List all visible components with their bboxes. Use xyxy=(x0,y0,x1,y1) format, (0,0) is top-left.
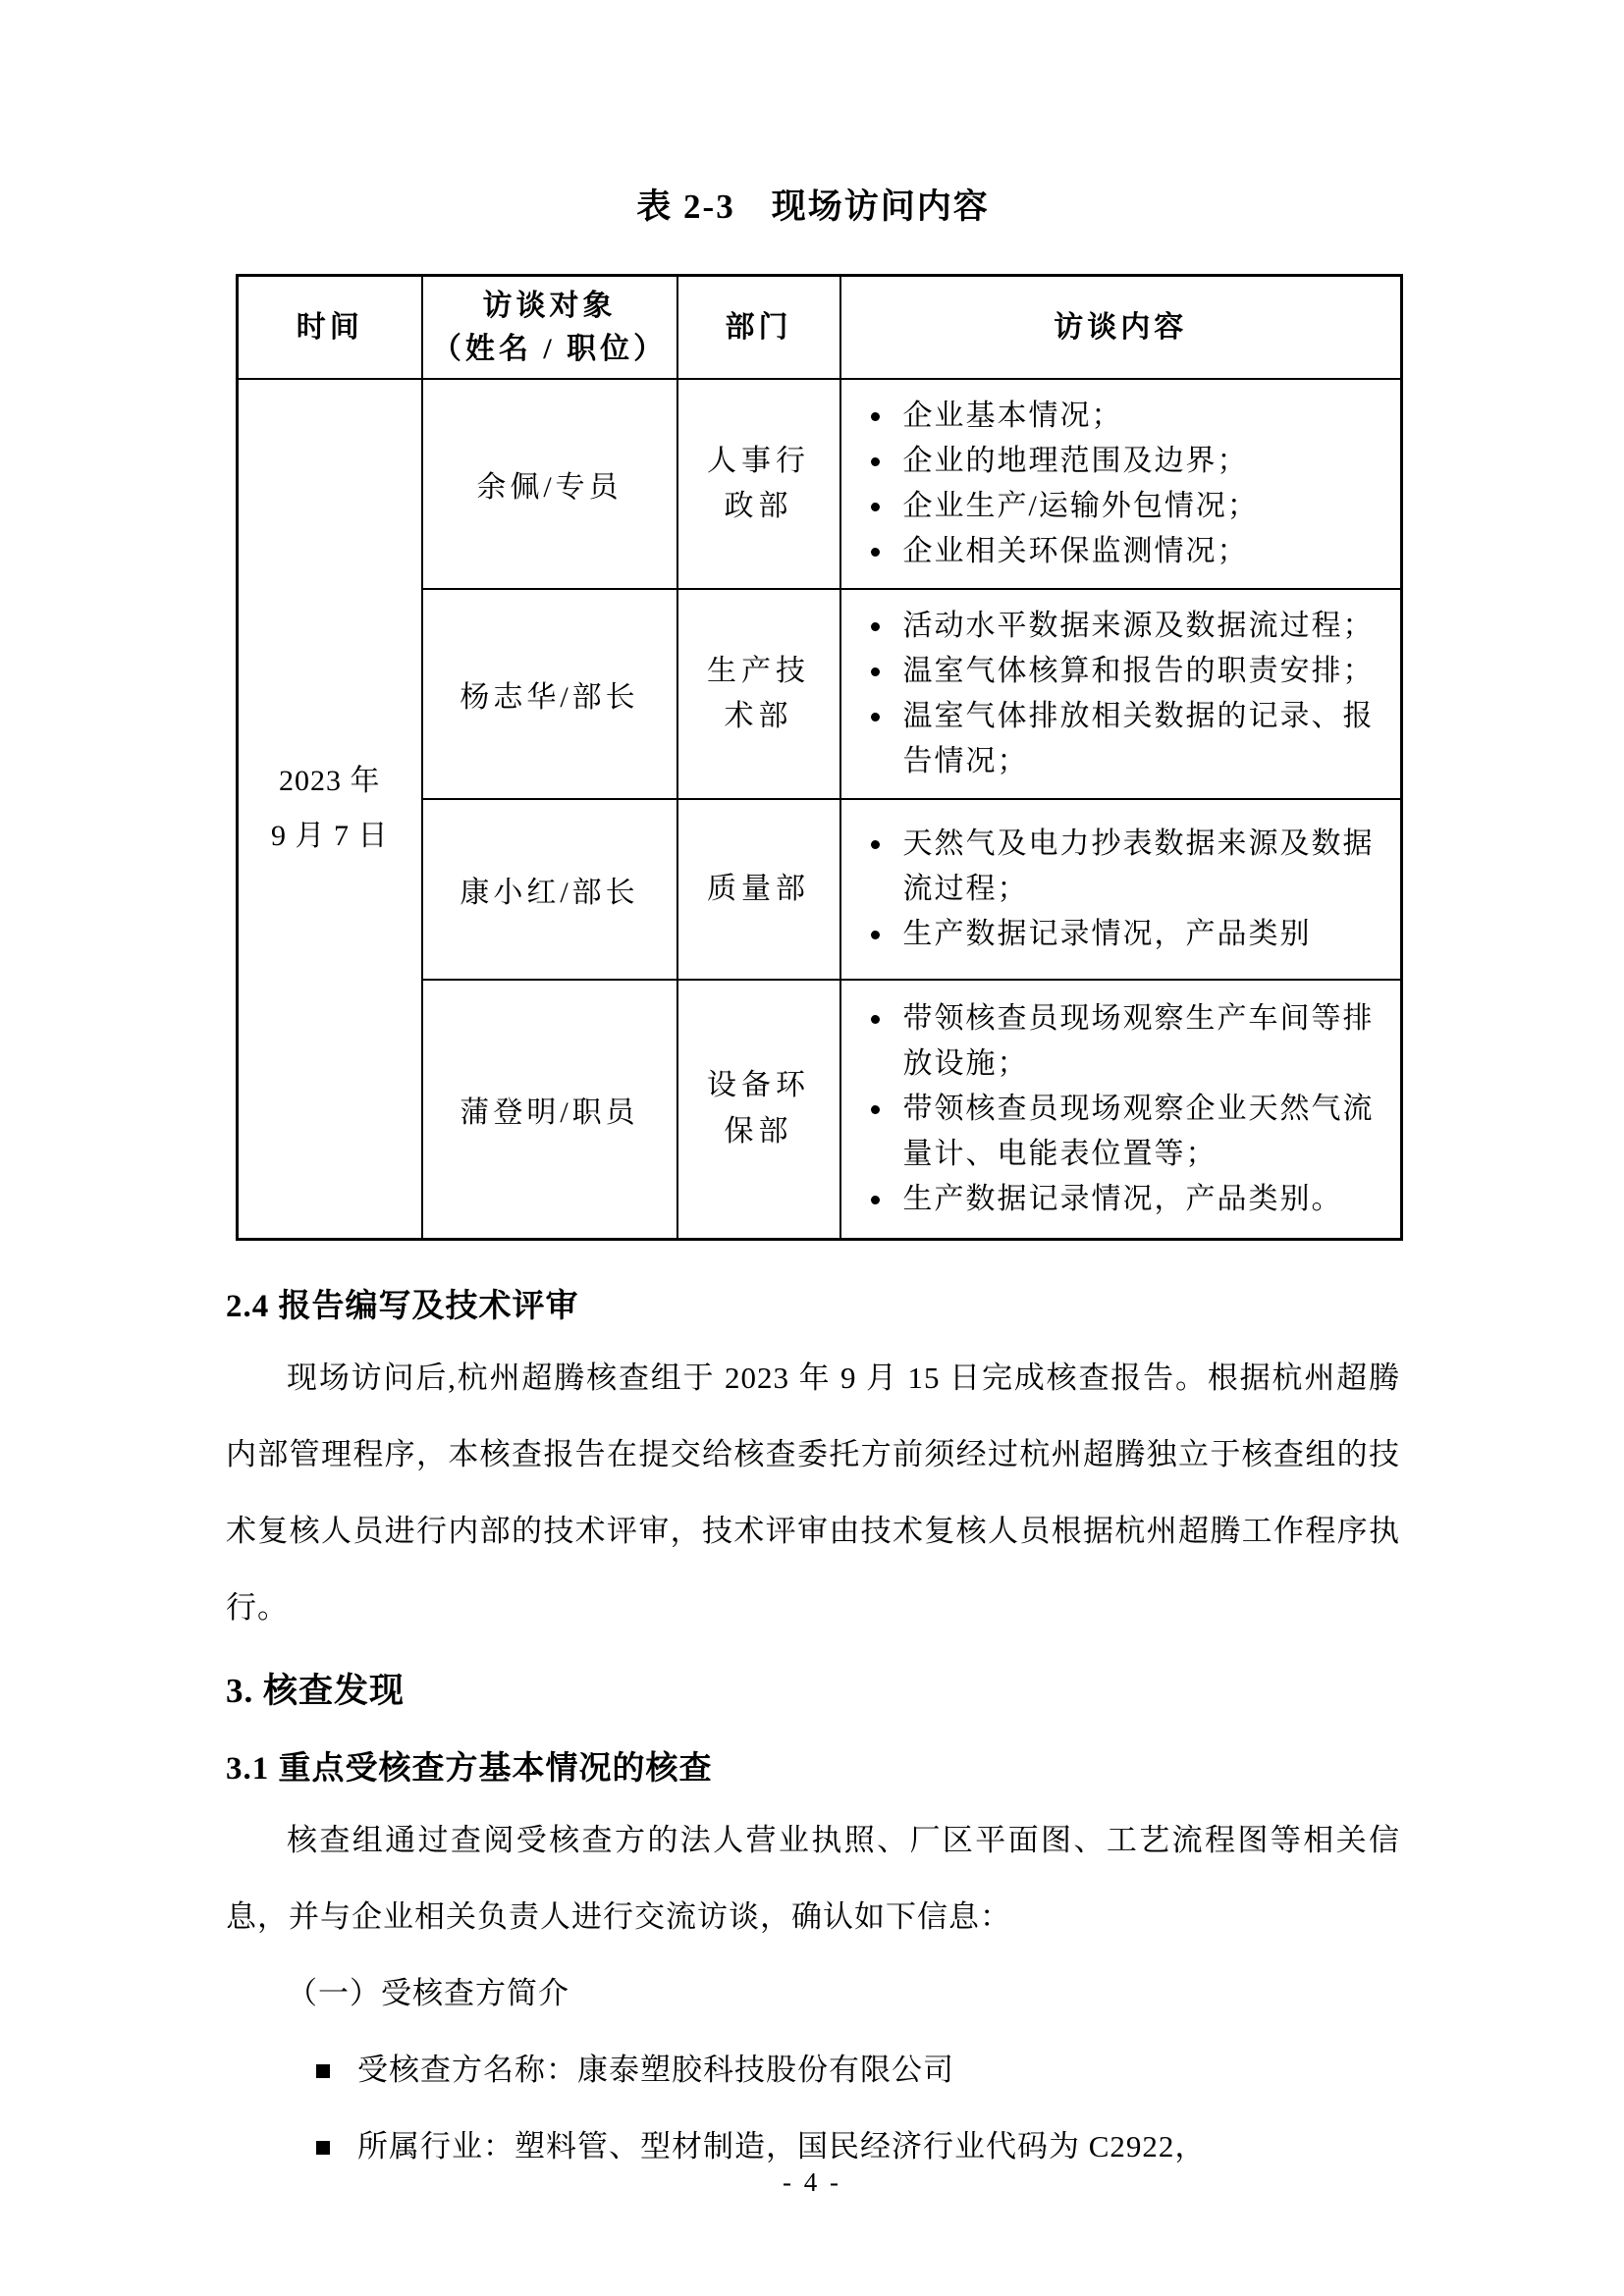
topic-text: 温室气体核算和报告的职责安排； xyxy=(902,655,1375,687)
interviewee-cell: 杨志华/部长 xyxy=(422,589,677,799)
date-line1: 2023 年 xyxy=(279,764,381,797)
topic-text: 企业基本情况； xyxy=(902,400,1123,432)
department-cell: 设备环保部 xyxy=(677,980,840,1239)
topic-item xyxy=(849,649,1389,694)
list-item-text: 受核查方名称：康泰塑胶科技股份有限公司 xyxy=(357,2052,954,2087)
department-cell: 生产技术部 xyxy=(677,589,840,799)
topic-text: 活动水平数据来源及数据流过程； xyxy=(902,610,1375,642)
date-line2: 9 月 7 日 xyxy=(271,819,389,852)
topic-text: 天然气及电力抄表数据来源及数据流过程； xyxy=(902,828,1375,905)
topic-text: 温室气体排放相关数据的记录、报告情况； xyxy=(902,700,1375,777)
interviewee-cell: 康小红/部长 xyxy=(422,799,677,980)
section-3-heading: 3. 核查发现 xyxy=(226,1671,406,1710)
topic-text: 企业生产/运输外包情况； xyxy=(902,490,1259,522)
bullet-icon xyxy=(871,548,880,557)
col-header-time: 时间 xyxy=(238,276,422,380)
bullet-icon xyxy=(871,713,880,721)
section-2-4-heading: 2.4 报告编写及技术评审 xyxy=(226,1288,579,1324)
square-bullet-icon xyxy=(316,2064,330,2078)
topic-item xyxy=(849,1087,1389,1177)
bullet-icon xyxy=(871,1105,880,1114)
bullet-icon xyxy=(871,667,880,676)
topics-cell xyxy=(840,980,1402,1239)
list-item-text: 所属行业：塑料管、型材制造，国民经济行业代码为 C2922， xyxy=(357,2128,1207,2163)
bullet-icon xyxy=(871,457,880,466)
topic-text: 企业的地理范围及边界； xyxy=(902,445,1249,477)
col-header-interviewee xyxy=(422,276,677,380)
table-caption: 表 2-3 现场访问内容 xyxy=(636,187,990,226)
list-item xyxy=(226,2032,1400,2109)
department-cell: 人事行政部 xyxy=(677,379,840,589)
topics-cell xyxy=(840,379,1402,589)
section-2-4-paragraph: 现场访问后,杭州超腾核查组于 2023 年 9 月 15 日完成核查报告。根据杭州超腾内部管理程序，本核查报告在提交给核查委托方前须经过杭州超腾独立于核查组的技术复核人员进行内部的技术评审，技术评审由技术复核人员根据杭州超腾工作程序执行。 xyxy=(226,1360,1400,1625)
topic-item xyxy=(849,529,1389,574)
topics-cell xyxy=(840,589,1402,799)
bullet-icon xyxy=(871,931,880,939)
topic-text: 带领核查员现场观察企业天然气流量计、电能表位置等； xyxy=(902,1092,1375,1170)
bullet-icon xyxy=(871,840,880,849)
topic-item xyxy=(849,1177,1389,1222)
bullet-icon xyxy=(871,503,880,511)
bullet-icon xyxy=(871,412,880,421)
subsection-intro-line: （一）受核查方简介 xyxy=(287,1975,569,2010)
visit-table xyxy=(236,274,1403,1241)
interviewee-cell: 蒲登明/职员 xyxy=(422,980,677,1239)
date-cell xyxy=(238,379,422,1239)
topic-item xyxy=(849,394,1389,439)
section-3-1-paragraph: 核查组通过查阅受核查方的法人营业执照、厂区平面图、工艺流程图等相关信息，并与企业相关负责人进行交流访谈，确认如下信息： xyxy=(226,1822,1400,1934)
topic-item xyxy=(849,822,1389,912)
bullet-icon xyxy=(871,1196,880,1204)
table-header-row xyxy=(238,276,1402,380)
topic-text: 企业相关环保监测情况； xyxy=(902,535,1249,567)
section-3-1-heading: 3.1 重点受核查方基本情况的核查 xyxy=(226,1750,713,1787)
page-number: - 4 - xyxy=(783,2167,841,2197)
topics-cell xyxy=(840,799,1402,980)
topic-text: 带领核查员现场观察生产车间等排放设施； xyxy=(902,1001,1375,1080)
bullet-icon xyxy=(871,622,880,631)
topic-text: 生产数据记录情况，产品类别。 xyxy=(902,1182,1343,1215)
interviewee-cell: 余佩/专员 xyxy=(422,379,677,589)
topic-item xyxy=(849,484,1389,529)
topic-item xyxy=(849,604,1389,649)
topic-item xyxy=(849,694,1389,784)
topic-item xyxy=(849,439,1389,484)
topic-item xyxy=(849,996,1389,1087)
square-bullet-icon xyxy=(316,2141,330,2155)
department-cell: 质量部 xyxy=(677,799,840,980)
topic-text: 生产数据记录情况，产品类别 xyxy=(902,918,1312,950)
col-header-interviewee-line2: （姓名 / 职位） xyxy=(431,332,668,365)
col-header-content: 访谈内容 xyxy=(840,276,1402,380)
col-header-interviewee-line1: 访谈对象 xyxy=(482,290,617,322)
topic-item xyxy=(849,912,1389,957)
bullet-icon xyxy=(871,1015,880,1024)
col-header-department: 部门 xyxy=(677,276,840,380)
table-row xyxy=(238,379,1402,589)
